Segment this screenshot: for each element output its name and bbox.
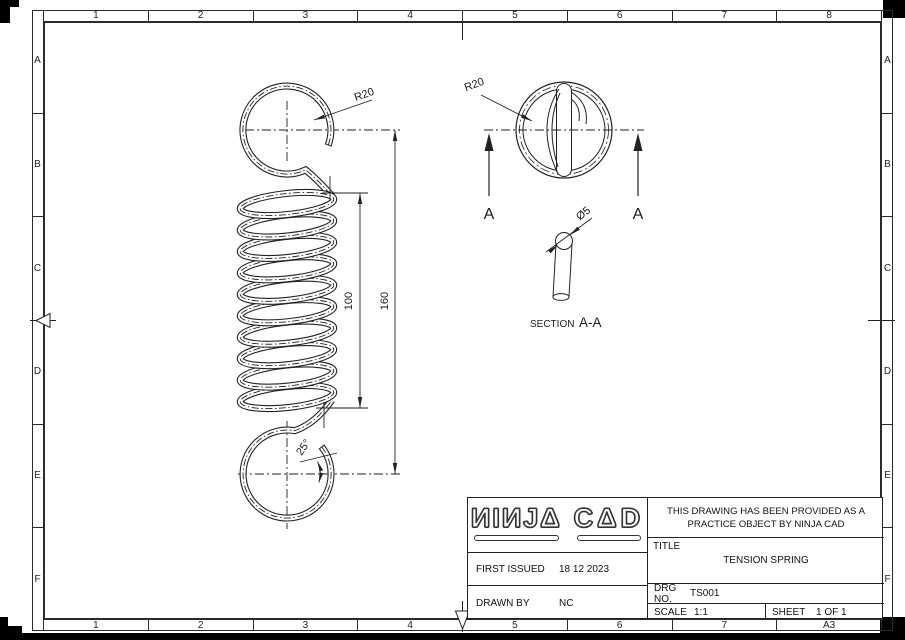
front-view-dimension-lines — [300, 100, 395, 483]
grid-col-label: 6 — [568, 10, 673, 21]
spring-top-view — [463, 76, 644, 223]
spring-front-view — [239, 86, 335, 518]
title-cell — [648, 538, 884, 584]
grid-col-label: 7 — [673, 10, 778, 21]
grid-col-label: 8 — [826, 9, 832, 21]
wire-cross-section — [556, 233, 573, 250]
ninja-cad-logo — [471, 503, 562, 541]
section-view — [530, 205, 602, 330]
dim-overall-length: 160 — [379, 291, 391, 311]
title-label: TITLE — [653, 541, 681, 552]
sheet-cell — [766, 604, 884, 620]
section-caption-name: A-A — [579, 315, 602, 330]
disclaimer-cell — [648, 498, 884, 538]
grid-col-label: 5 — [463, 620, 568, 631]
logo-underline-bar — [577, 535, 641, 541]
grid-row-label: A — [882, 10, 893, 114]
section-cut-label-right: A — [632, 206, 644, 223]
grid-row-label: C — [882, 217, 893, 321]
grid-col-label: 4 — [358, 620, 463, 631]
grid-row-label: F — [884, 573, 891, 585]
drawn-by-label: DRAWN BY — [476, 597, 530, 609]
ninja-cad-logo-cad — [574, 503, 644, 541]
grid-col-label: 2 — [149, 620, 254, 631]
first-issued-label: FIRST ISSUED — [476, 563, 545, 575]
dim-hook-angle: 25° — [294, 437, 314, 458]
grid-row-label: B — [882, 114, 893, 218]
grid-col-label: 6 — [568, 620, 673, 631]
grid-col-label: 7 — [673, 620, 778, 631]
scale-cell — [648, 604, 766, 620]
grid-row-label: F — [34, 573, 41, 585]
grid-col-label: 3 — [254, 10, 359, 21]
sheet-label: SHEET — [772, 606, 806, 618]
dim-wire-diameter: Ø5 — [574, 204, 594, 224]
grid-col-label: 3 — [254, 620, 359, 631]
grid-row-label: D — [32, 321, 43, 425]
drawn-by-row — [468, 586, 648, 620]
grid-row-label: A — [32, 10, 43, 114]
grid-row-label: B — [32, 114, 43, 218]
first-issued-value: 18 12 2023 — [559, 563, 610, 575]
grid-row-label: C — [32, 217, 43, 321]
dim-hook-radius: R20 — [352, 85, 376, 105]
drg-no-value: TS001 — [690, 588, 720, 599]
first-issued-row — [468, 553, 648, 586]
drg-no-row — [648, 584, 884, 604]
grid-row-label: E — [882, 425, 893, 529]
disclaimer-line-2: PRACTICE OBJECT BY NINJA CAD — [687, 519, 845, 531]
logo-word-cad: CΔD — [573, 503, 645, 533]
grid-col-label: 1 — [44, 620, 149, 631]
dim-coil-length: 100 — [343, 291, 355, 311]
section-caption-prefix: SECTION — [530, 319, 575, 330]
scale-value: 1:1 — [694, 606, 708, 618]
grid-col-label: 5 — [463, 10, 568, 21]
scale-label: SCALE — [654, 606, 687, 618]
grid-row-label: E — [32, 425, 43, 529]
grid-col-label: 2 — [149, 10, 254, 21]
section-cut-label-left: A — [483, 206, 495, 223]
logo-underline-bar — [474, 535, 559, 541]
sheet-format-label: A3 — [823, 619, 836, 631]
title-block — [467, 497, 883, 619]
logo-cell — [468, 498, 648, 553]
grid-col-label: 1 — [44, 10, 149, 21]
grid-col-label: 4 — [358, 10, 463, 21]
dim-top-view-radius: R20 — [462, 75, 486, 95]
drg-no-label: DRG NO. — [654, 582, 677, 605]
grid-row-label: D — [882, 321, 893, 425]
drawing-title: TENSION SPRING — [723, 555, 809, 566]
sheet-value: 1 OF 1 — [816, 606, 847, 618]
drawn-by-value: NC — [559, 597, 574, 609]
disclaimer-line-1: THIS DRAWING HAS BEEN PROVIDED AS A — [667, 506, 865, 517]
logo-word-ninja: ИIИJΔ — [470, 503, 562, 533]
